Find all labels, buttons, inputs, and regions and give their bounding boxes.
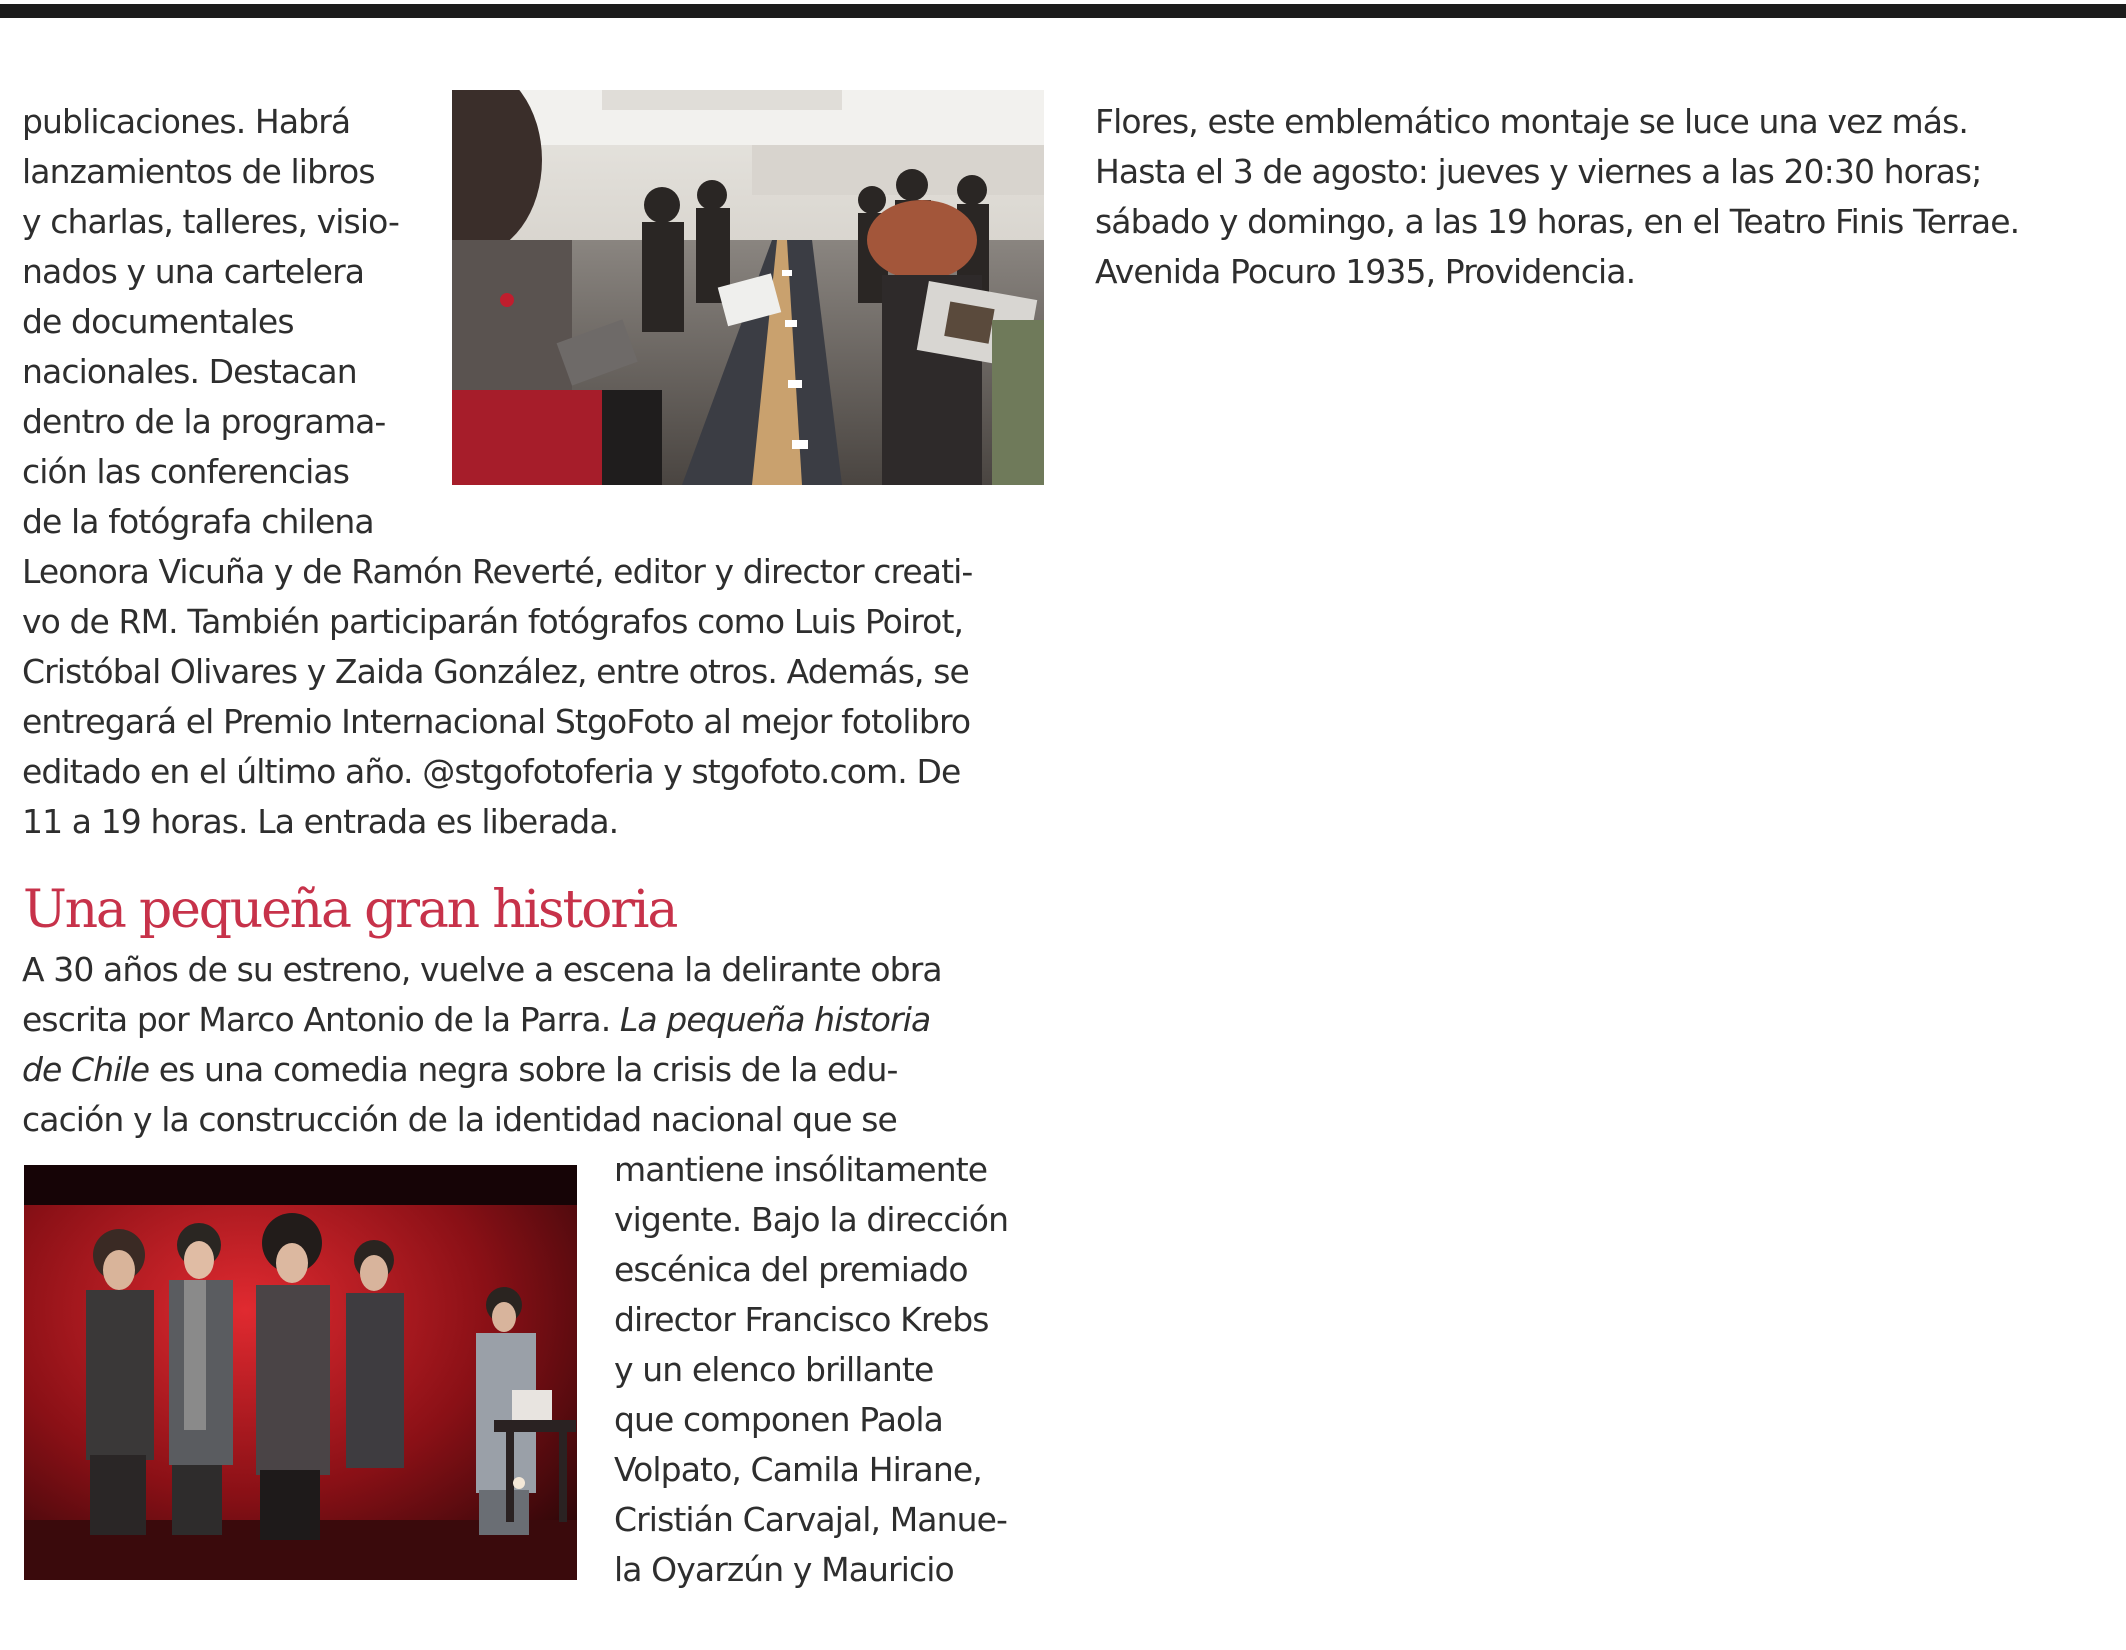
body-line: Avenida Pocuro 1935, Providencia. <box>1095 252 1636 291</box>
italic-title: de Chile <box>22 1050 150 1089</box>
body-line: Cristóbal Olivares y Zaida González, entre otros. Además, se <box>22 652 969 691</box>
body-text: es una comedia negra sobre la crisis de la edu- <box>149 1050 898 1089</box>
body-line-with-italic <box>22 1050 897 1090</box>
body-line: A 30 años de su estreno, vuelve a escena la delirante obra <box>22 950 942 989</box>
photobook-fair-photo <box>452 90 1044 485</box>
italic-title: La pequeña historia <box>619 1000 931 1039</box>
section-heading: Una pequeña gran historia <box>23 880 677 940</box>
body-line: lanzamientos de libros <box>22 152 375 191</box>
body-line: cación y la construcción de la identidad nacional que se <box>22 1100 897 1139</box>
body-line: sábado y domingo, a las 19 horas, en el Teatro Finis Terrae. <box>1095 202 2020 241</box>
body-line: mantiene insólitamente <box>614 1150 988 1189</box>
body-text: escrita por Marco Antonio de la Parra. <box>22 1000 620 1039</box>
body-line: Hasta el 3 de agosto: jueves y viernes a las 20:30 horas; <box>1095 152 1982 191</box>
body-line: Flores, este emblemático montaje se luce una vez más. <box>1095 102 1968 141</box>
body-line: entregará el Premio Internacional StgoFoto al mejor fotolibro <box>22 702 971 741</box>
body-line: la Oyarzún y Mauricio <box>614 1550 954 1589</box>
body-line: editado en el último año. @stgofotoferia y stgofoto.com. De <box>22 752 961 791</box>
body-line: que componen Paola <box>614 1400 943 1439</box>
top-rule <box>0 4 2126 18</box>
body-line: director Francisco Krebs <box>614 1300 989 1339</box>
body-line: Volpato, Camila Hirane, <box>614 1450 982 1489</box>
body-line: dentro de la programa- <box>22 402 386 441</box>
body-line: Cristián Carvajal, Manue- <box>614 1500 1008 1539</box>
body-line: Leonora Vicuña y de Ramón Reverté, editor y director creati- <box>22 552 973 591</box>
body-line: publicaciones. Habrá <box>22 102 351 141</box>
body-line: nacionales. Destacan <box>22 352 357 391</box>
body-line: y charlas, talleres, visio- <box>22 202 400 241</box>
body-line: y un elenco brillante <box>614 1350 934 1389</box>
body-line: escénica del premiado <box>614 1250 968 1289</box>
body-line: vo de RM. También participarán fotógrafos como Luis Poirot, <box>22 602 964 641</box>
body-line-with-italic <box>22 1000 930 1040</box>
body-line: de documentales <box>22 302 294 341</box>
theatre-cast-photo <box>24 1165 577 1580</box>
body-line: vigente. Bajo la dirección <box>614 1200 1009 1239</box>
body-line: ción las conferencias <box>22 452 350 491</box>
body-line: 11 a 19 horas. La entrada es liberada. <box>22 802 619 841</box>
body-line: de la fotógrafa chilena <box>22 502 374 541</box>
body-line: nados y una cartelera <box>22 252 365 291</box>
